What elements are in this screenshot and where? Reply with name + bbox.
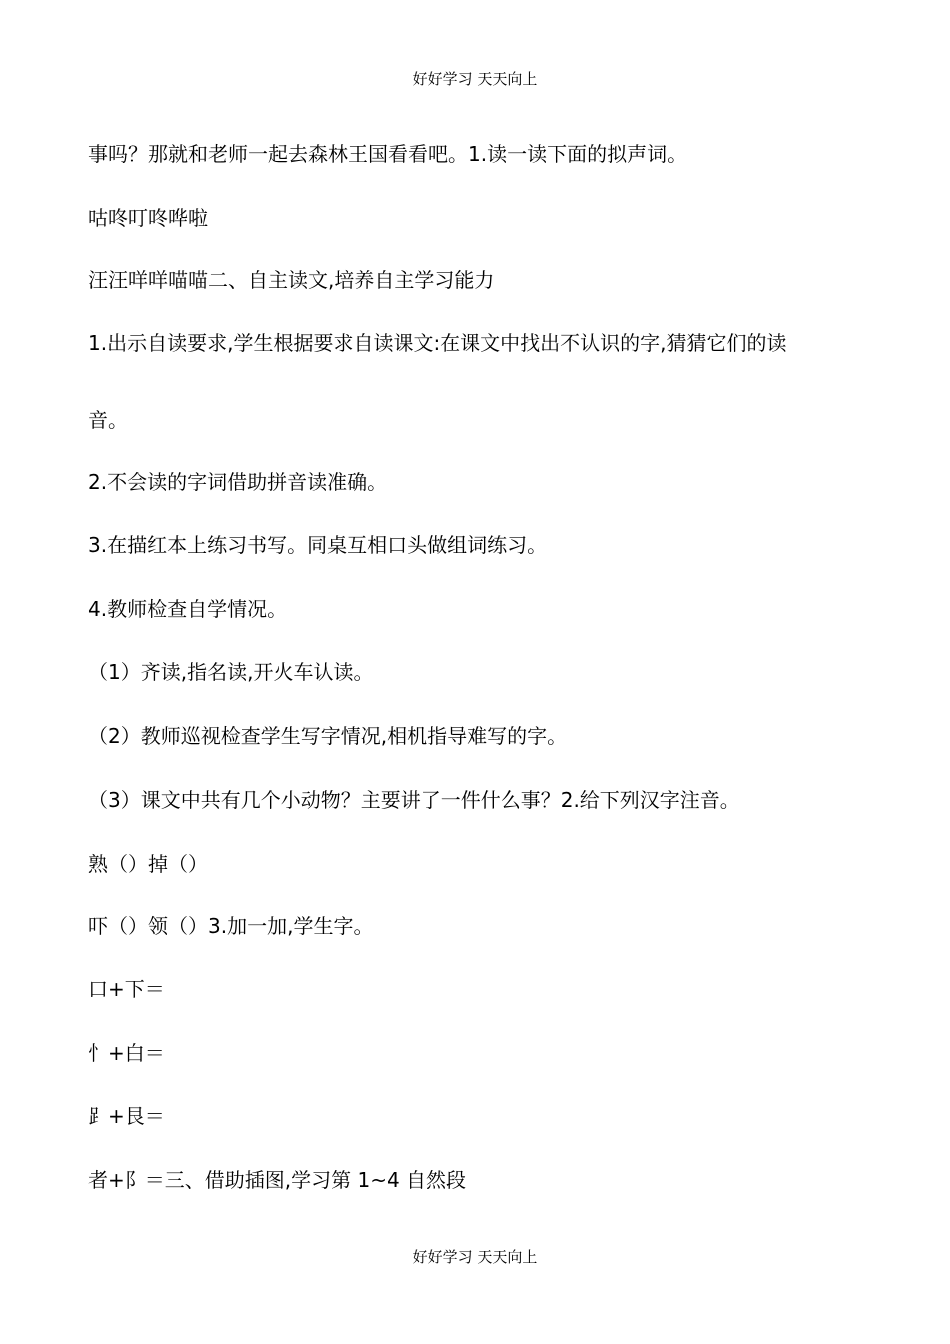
paragraph: 汪汪咩咩喵喵二、自主读文,培养自主学习能力	[88, 268, 495, 292]
paragraph: ⻊+艮＝	[88, 1104, 165, 1128]
list-item: （3）课文中共有几个小动物？主要讲了一件什么事？2.给下列汉字注音。	[88, 788, 740, 812]
paragraph: 吓（）领（）3.加一加,学生字。	[88, 914, 374, 938]
paragraph: 咕咚叮咚哗啦	[88, 206, 208, 230]
paragraph: 1.出示自读要求,学生根据要求自读课文:在课文中找出不认识的字,猜猜它们的读	[88, 331, 787, 355]
list-item: （1）齐读,指名读,开火车认读。	[88, 660, 374, 684]
paragraph: 口+下＝	[88, 977, 165, 1001]
page-header: 好好学习 天天向上	[412, 70, 538, 88]
list-item: （2）教师巡视检查学生写字情况,相机指导难写的字。	[88, 724, 568, 748]
paragraph: 者+阝＝三、借助插图,学习第 1~4 自然段	[88, 1168, 467, 1192]
paragraph: 事吗？那就和老师一起去森林王国看看吧。1.读一读下面的拟声词。	[88, 142, 688, 166]
paragraph: 熟（）掉（）	[88, 852, 208, 876]
paragraph: 2.不会读的字词借助拼音读准确。	[88, 470, 388, 494]
paragraph: 4.教师检查自学情况。	[88, 597, 288, 621]
paragraph: 忄+白＝	[88, 1041, 165, 1065]
page-footer: 好好学习 天天向上	[412, 1248, 538, 1266]
paragraph: 3.在描红本上练习书写。同桌互相口头做组词练习。	[88, 533, 548, 557]
paragraph: 音。	[88, 408, 128, 432]
